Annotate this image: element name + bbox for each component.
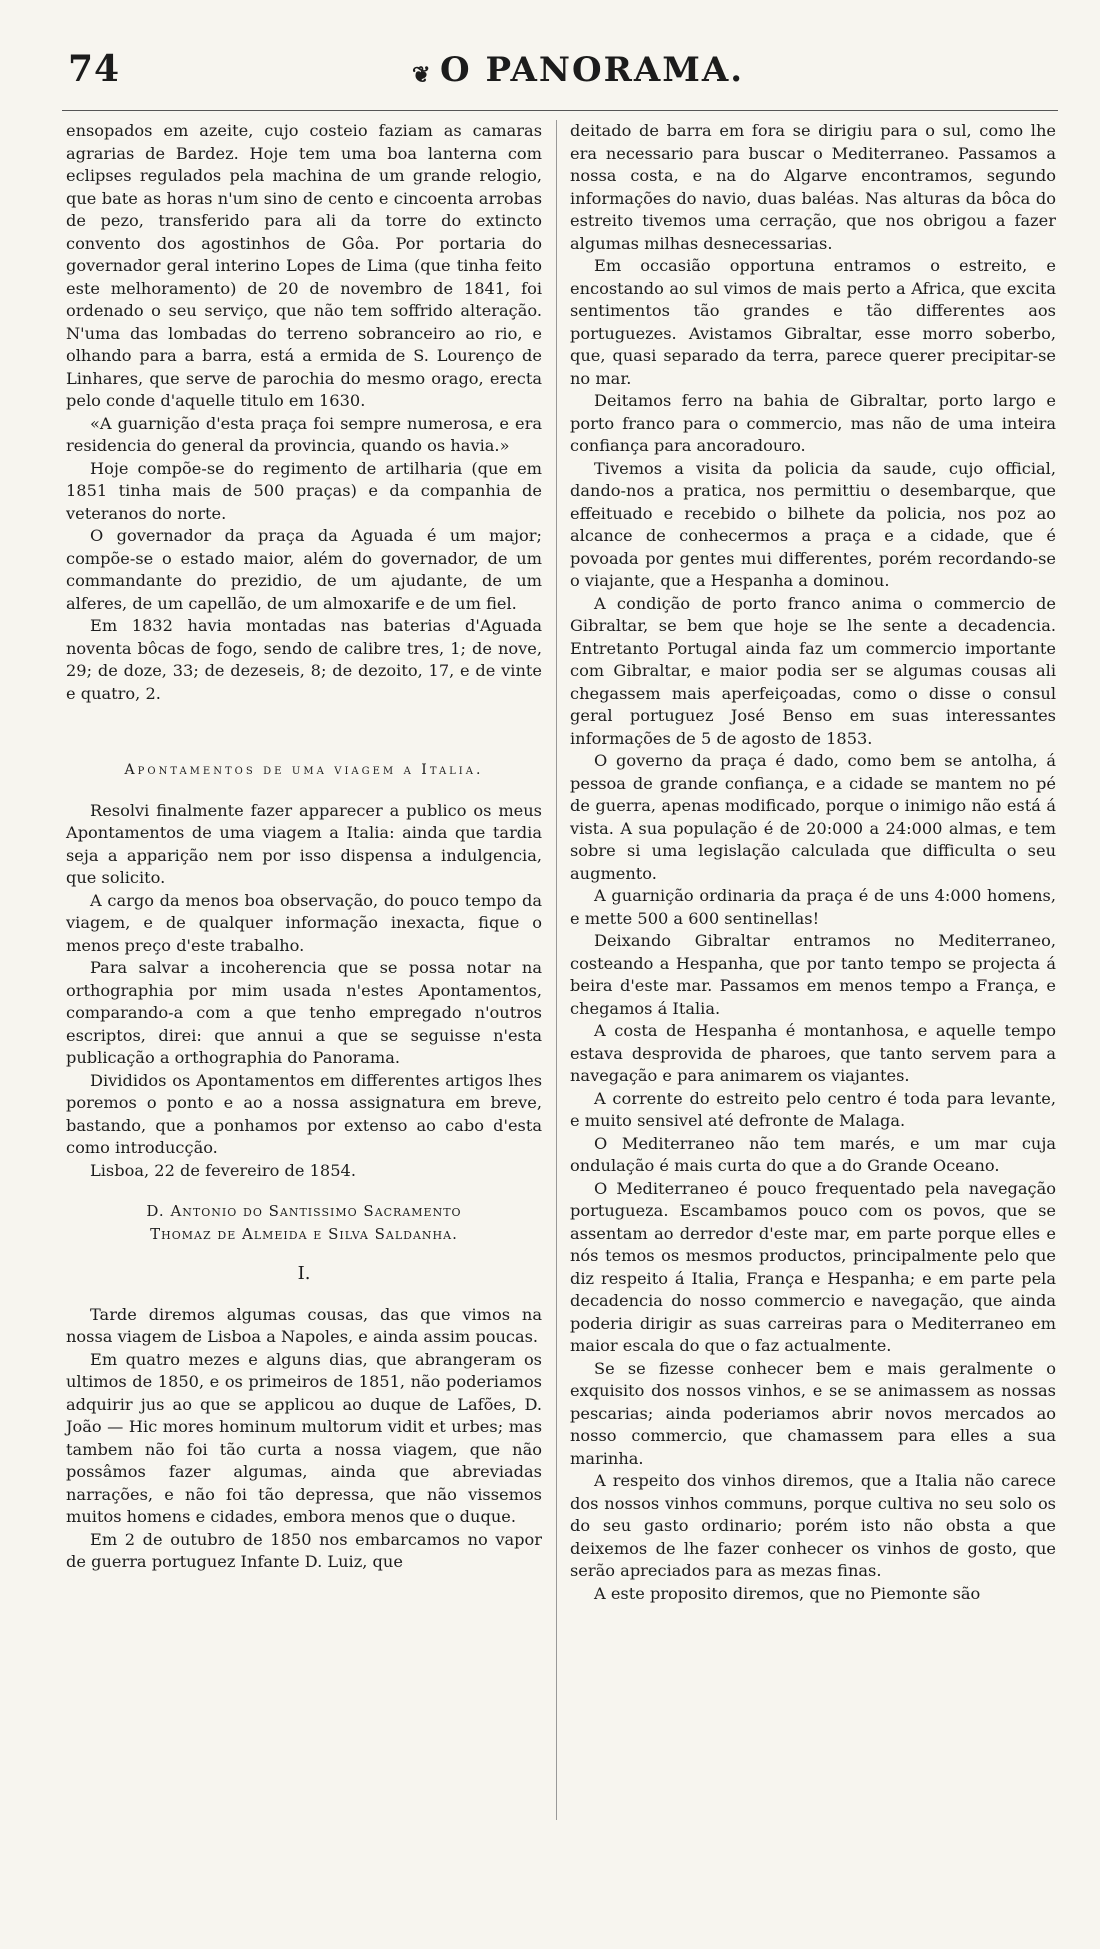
paragraph: Tarde diremos algumas cousas, das que vimos na nossa viagem de Lisboa a Napoles, e ainda assim poucas. bbox=[66, 1304, 542, 1346]
paragraph: A corrente do estreito pelo centro é toda para levante, e muito sensivel até defronte de Malaga. bbox=[570, 1088, 1056, 1130]
paragraph: Se se fizesse conhecer bem e mais geralmente o exquisito dos nossos vinhos, e se se animassem as nossas pescarias; ainda poderiamos abrir novos mercados ao nosso commercio, que chamassem para elles a sua marinha. bbox=[570, 1358, 1056, 1468]
spacer bbox=[66, 1182, 542, 1200]
paragraph: Em 2 de outubro de 1850 nos embarcamos no vapor de guerra portuguez Infante D. Luiz, que bbox=[66, 1529, 542, 1571]
ornament-icon: ❦ bbox=[412, 62, 431, 88]
signature-line: D. Antonio do Santissimo Sacramento bbox=[146, 1202, 462, 1220]
paragraph: O Mediterraneo é pouco frequentado pela navegação portugueza. Escambamos pouco com os povos, que se assentam ao derredor d'este mar, em parte porque elles e nós temos os mesmos productos, principalmente pelo que diz respeito á Italia, França e Hespanha; e em parte pela decadencia do nosso commercio e navegação, que ainda poderia dirigir as suas carreiras para o Mediterraneo em maior escala do que o faz actualmente. bbox=[570, 1178, 1056, 1355]
paragraph: A este proposito diremos, que no Piemonte são bbox=[594, 1583, 981, 1603]
part-number: I. bbox=[297, 1263, 311, 1284]
spacer bbox=[66, 782, 542, 800]
paragraph: A cargo da menos boa observação, do pouco tempo da viagem, e de qualquer informação inexacta, fique o menos preço d'este trabalho. bbox=[66, 890, 542, 955]
paragraph: O Mediterraneo não tem marés, e um mar cuja ondulação é mais curta do que a do Grande Oceano. bbox=[570, 1133, 1056, 1175]
paragraph: A respeito dos vinhos diremos, que a Italia não carece dos nossos vinhos communs, porque cultiva no seu solo os do seu gasto ordinario; porém isto não obsta a que deixemos de lhe fazer conhecer os vinhos de gosto, que serão apreciados para as mezas finas. bbox=[570, 1471, 1056, 1580]
paragraph: Em occasião opportuna entramos o estreito, e encostando ao sul vimos de mais perto a Africa, que excita sentimentos tão grandes e tão differentes aos portuguezes. Avistamos Gibraltar, esse morro soberbo, que, quasi separado da terra, parece querer precipitar-se no mar. bbox=[570, 256, 1056, 388]
paragraph: Divididos os Apontamentos em differentes artigos lhes poremos o ponto e ao a nossa assignatura em breve, bastando, que a ponhamos por extenso ao cabo d'esta como introducção. bbox=[66, 1070, 542, 1157]
paragraph: deitado de barra em fora se dirigiu para o sul, como lhe era necessario para buscar o Mediterraneo. Passamos a nossa costa, e na do Algarve encontramos, segundo informações do navio, duas baléas. Nas alturas da bôca do estreito tivemos uma cerração, que nos obrigou a fazer algumas milhas desnecessarias. bbox=[570, 121, 1056, 253]
spacer bbox=[66, 1245, 542, 1263]
spacer bbox=[66, 1286, 542, 1304]
paragraph: A costa de Hespanha é montanhosa, e aquelle tempo estava desprovida de pharoes, que tanto servem para a navegação e para animarem os viajantes. bbox=[570, 1021, 1056, 1085]
paragraph: Para salvar a incoherencia que se possa notar na orthographia por mim usada n'estes Apontamentos, comparando-a com a que tenho empregado n'outros escriptos, direi: que annui a que se seguisse n'esta publicação a orthographia do Panorama. bbox=[66, 958, 542, 1067]
dateline: Lisboa, 22 de fevereiro de 1854. bbox=[90, 1160, 356, 1180]
paragraph: A guarnição ordinaria da praça é de uns 4:000 homens, e mette 500 a 600 sentinellas! bbox=[570, 886, 1056, 928]
column-divider bbox=[556, 120, 557, 1820]
paragraph: «A guarnição d'esta praça foi sempre numerosa, e era residencia do general da provincia, quando os havia.» bbox=[66, 413, 542, 455]
paragraph: Resolvi finalmente fazer apparecer a publico os meus Apontamentos de uma viagem a Italia: ainda que tardia seja a apparição nem por isso dispensa a indulgencia, que solicito. bbox=[66, 800, 542, 887]
paragraph: Hoje compõe-se do regimento de artilharia (que em 1851 tinha mais de 500 praças) e da companhia de veteranos do norte. bbox=[66, 458, 542, 523]
section-title: Apontamentos de uma viagem a Italia. bbox=[124, 762, 484, 778]
spacer bbox=[66, 705, 542, 759]
header-rule bbox=[62, 110, 1058, 111]
paragraph: ensopados em azeite, cujo costeio faziam as camaras agrarias de Bardez. Hoje tem uma boa lanterna com eclipses regulados pela machina de um grande relogio, que bate as horas n'um sino de cento e cincoenta arrobas de pezo, transferido para ali da torre do extincto convento dos agostinhos de Gôa. Por portaria do governador geral interino Lopes de Lima (que tinha feito este melhoramento) de 20 de novembro de 1841, foi ordenado o seu serviço, que não tem soffrido alteração. N'uma das lombadas do terreno sobranceiro ao rio, e olhando para a barra, está a ermida de S. Lourenço de Linhares, que serve de parochia do mesmo orago, erecta pelo conde d'aquelle titulo em 1630. bbox=[66, 121, 542, 410]
journal-title: O PANORAMA. bbox=[440, 50, 745, 90]
paragraph: O governo da praça é dado, como bem se antolha, á pessoa de grande confiança, e a cidade se mantem no pé de guerra, apenas modificado, porque o inimigo não está á vista. A sua população é de 20:000 a 24:000 almas, e tem sobre si uma legislação calculada que difficulta o seu augmento. bbox=[570, 751, 1056, 883]
paragraph: A condição de porto franco anima o commercio de Gibraltar, se bem que hoje se lhe sente a decadencia. Entretanto Portugal ainda faz um commercio importante com Gibraltar, e maior podia ser se algumas cousas ali chegassem mais aperfeiçoadas, como o disse o consul geral portuguez José Benso em suas interessantes informações de 5 de agosto de 1853. bbox=[570, 593, 1056, 748]
paragraph: Em 1832 havia montadas nas baterias d'Aguada noventa bôcas de fogo, sendo de calibre tres, 1; de nove, 29; de doze, 33; de dezeseis, 8; de dezoito, 17, e de vinte e quatro, 2. bbox=[66, 616, 542, 703]
paragraph: O governador da praça da Aguada é um major; compõe-se o estado maior, além do governador, de um commandante do prezidio, de um ajudante, de um alferes, de um capellão, de um almoxarife e de um fiel. bbox=[66, 526, 542, 613]
right-column bbox=[570, 120, 1056, 1605]
signature-line: Thomaz de Almeida e Silva Saldanha. bbox=[150, 1224, 458, 1243]
page-number: 74 bbox=[68, 48, 121, 90]
paragraph: Tivemos a visita da policia da saude, cujo official, dando-nos a pratica, nos permittiu o desembarque, que effeituado e recebido o bilhete da policia, nos poz ao alcance de conhecermos a praça e a cidade, que é povoada por gentes mui differentes, porém recordando-se o viajante, que a Hespanha a dominou. bbox=[570, 458, 1056, 590]
left-column bbox=[66, 120, 542, 1574]
paragraph: Deixando Gibraltar entramos no Mediterraneo, costeando a Hespanha, que por tanto tempo se projecta á beira d'este mar. Passamos em menos tempo a França, e chegamos á Italia. bbox=[570, 931, 1056, 1018]
paragraph: Em quatro mezes e alguns dias, que abrangeram os ultimos de 1850, e os primeiros de 1851, não poderiamos adquirir jus ao que se applicou ao duque de Lafões, D. João — Hic mores hominum multorum vidit et urbes; mas tambem não foi tão curta a nossa viagem, que não possâmos fazer algumas, ainda que abreviadas narrações, e não foi tão depressa, que não vissemos muitos homens e cidades, embora menos que o duque. bbox=[66, 1349, 542, 1526]
paragraph: Deitamos ferro na bahia de Gibraltar, porto largo e porto franco para o commercio, mas não de uma inteira confiança para ancoradouro. bbox=[570, 391, 1056, 455]
